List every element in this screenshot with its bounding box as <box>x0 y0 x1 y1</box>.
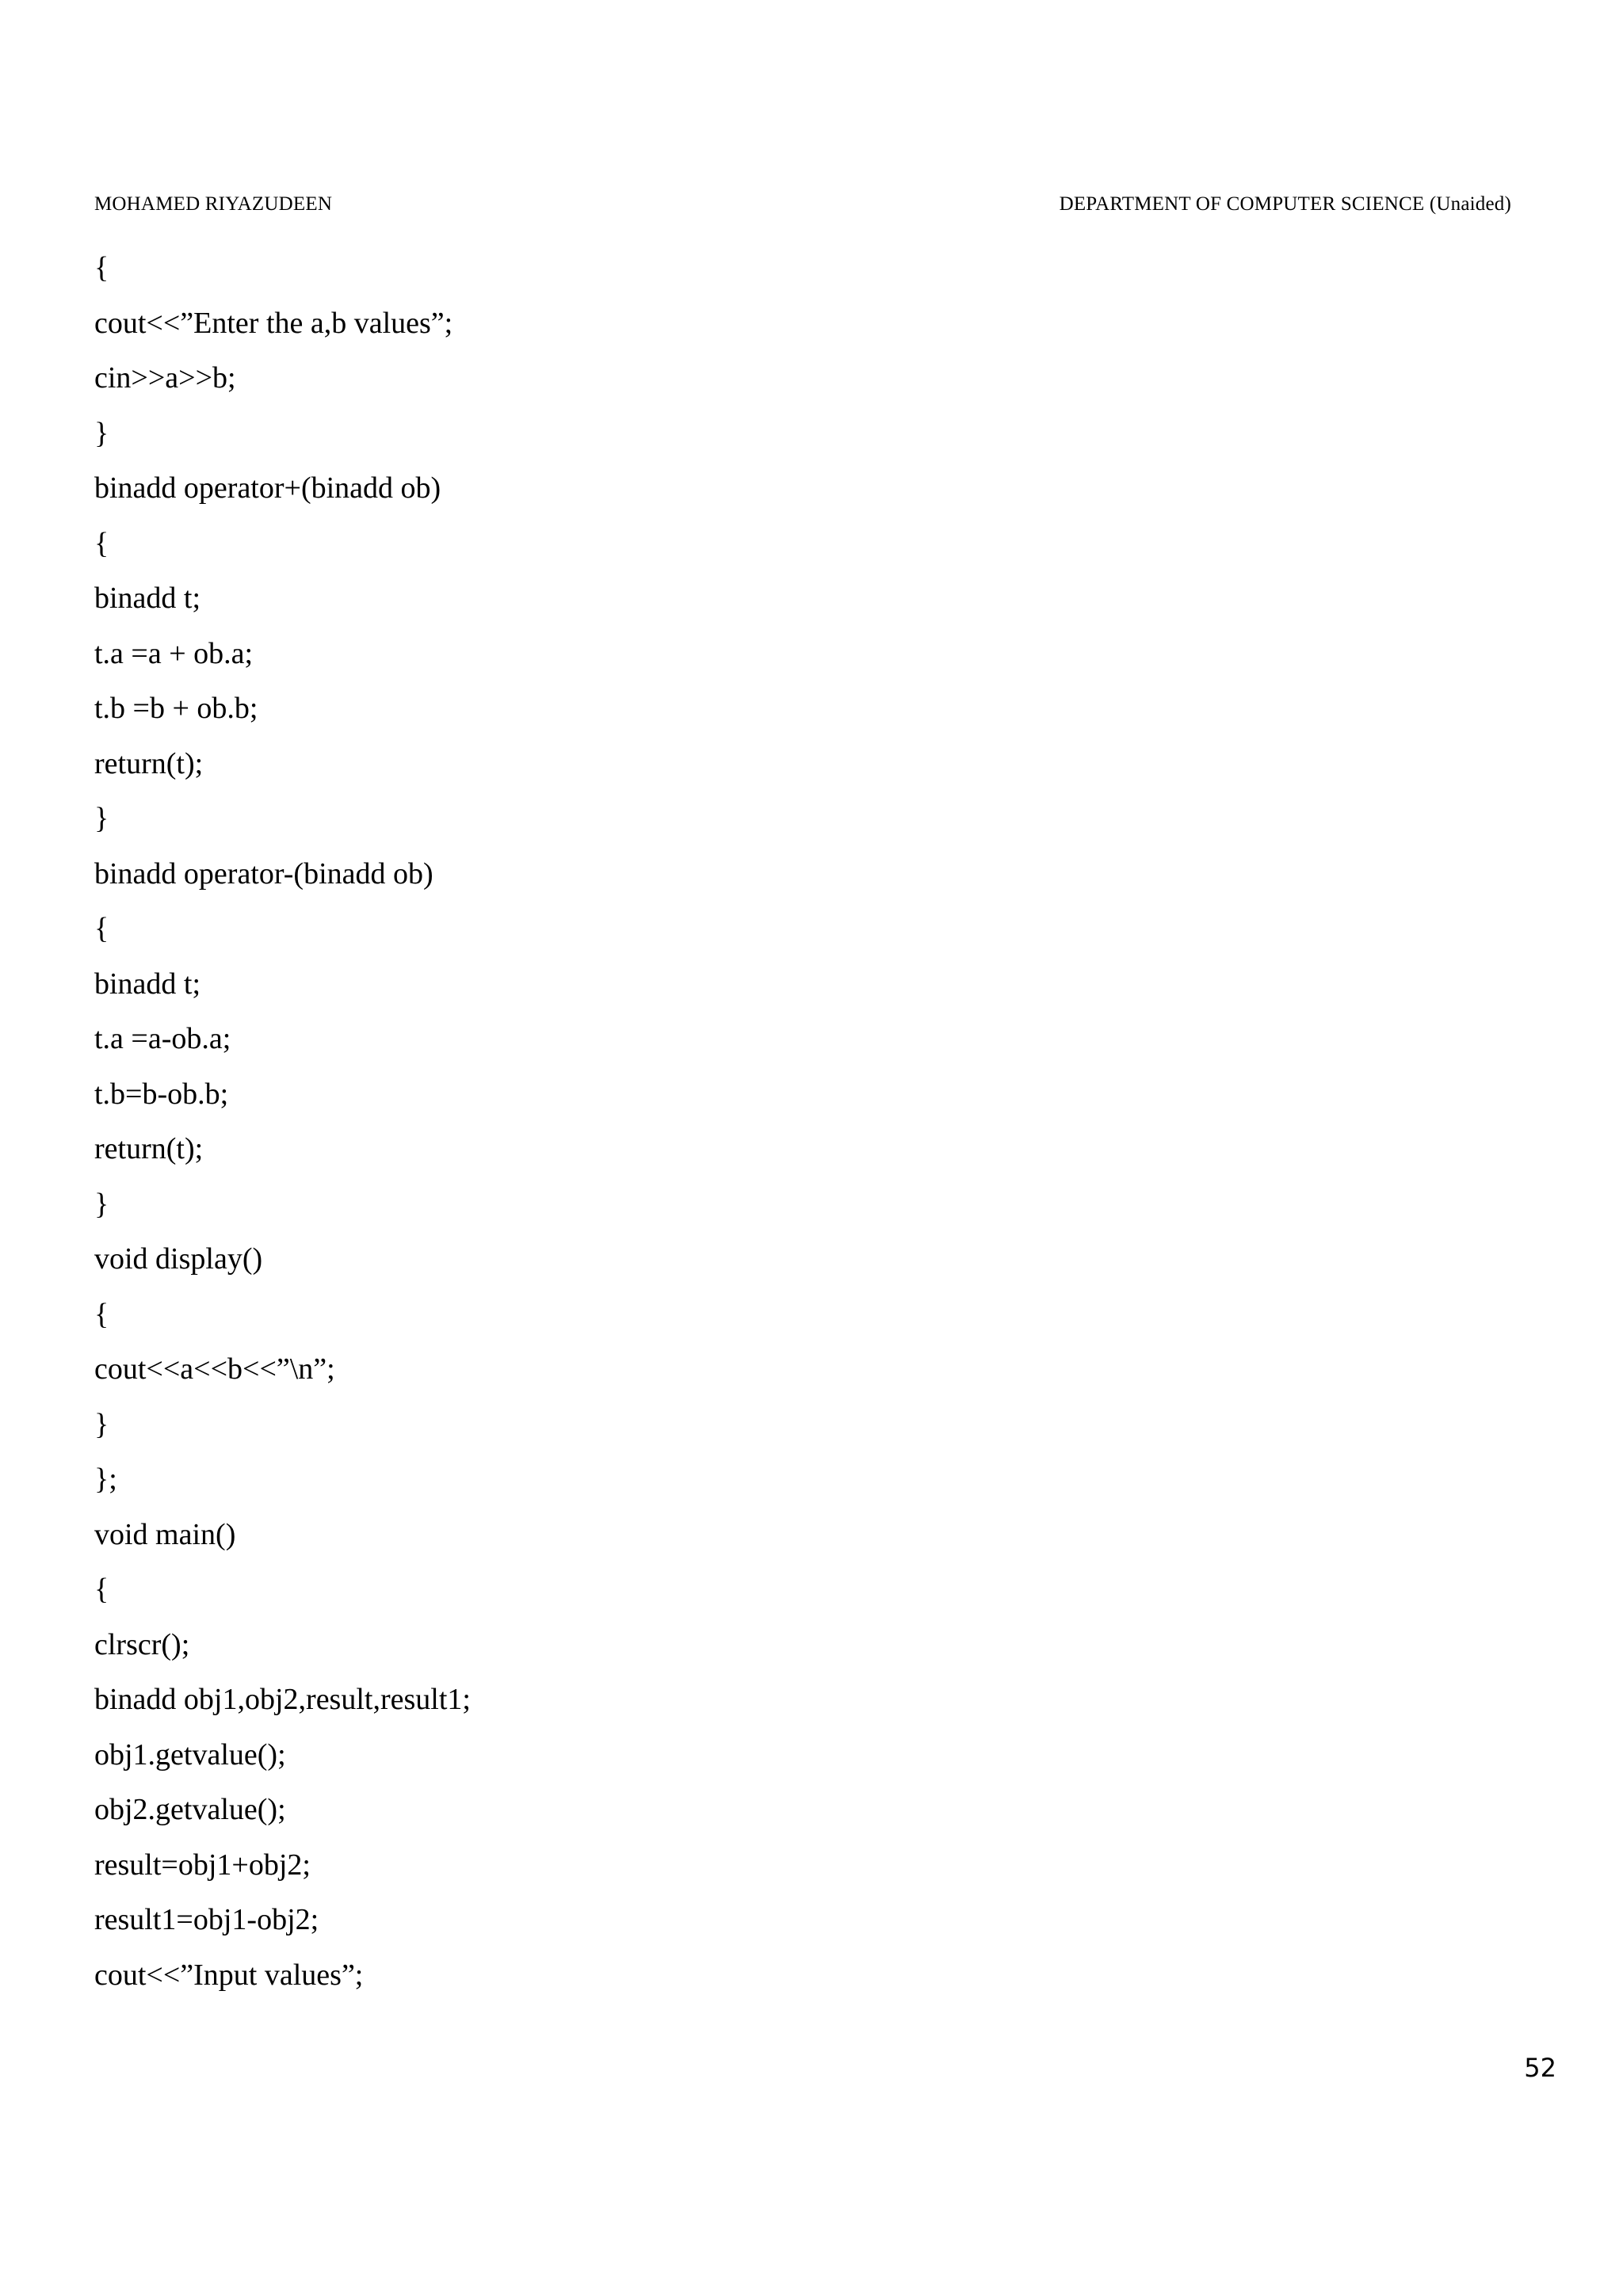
code-line: return(t); <box>94 1132 204 1165</box>
code-line: t.b=b-ob.b; <box>94 1077 229 1111</box>
header-department: DEPARTMENT OF COMPUTER SCIENCE (Unaided) <box>1059 193 1511 215</box>
code-line: } <box>94 1407 109 1441</box>
code-listing <box>94 241 471 2003</box>
code-line: cout<<a<<b<<”\n”; <box>94 1352 335 1386</box>
code-line: binadd operator+(binadd ob) <box>94 471 441 505</box>
code-line: binadd t; <box>94 967 201 1001</box>
code-line: } <box>94 1187 109 1221</box>
code-line: { <box>94 1297 109 1331</box>
code-line: obj2.getvalue(); <box>94 1793 286 1826</box>
code-line: cin>>a>>b; <box>94 361 236 395</box>
code-line: } <box>94 416 109 450</box>
code-line: t.a =a + ob.a; <box>94 636 254 670</box>
code-line: binadd obj1,obj2,result,result1; <box>94 1683 471 1716</box>
page-number: 52 <box>1524 2053 1556 2083</box>
code-line: { <box>94 912 109 945</box>
code-line: return(t); <box>94 746 204 780</box>
code-line: cout<<”Input values”; <box>94 1958 364 1992</box>
code-line: t.a =a-ob.a; <box>94 1022 231 1055</box>
code-line: { <box>94 1573 109 1606</box>
code-line: result=obj1+obj2; <box>94 1848 311 1882</box>
code-line: result1=obj1-obj2; <box>94 1903 319 1936</box>
code-line: binadd t; <box>94 582 201 615</box>
code-line: void main() <box>94 1517 236 1551</box>
code-line: t.b =b + ob.b; <box>94 692 258 725</box>
code-line: cout<<”Enter the a,b values”; <box>94 306 453 340</box>
code-line: { <box>94 251 109 284</box>
code-line: binadd operator-(binadd ob) <box>94 856 433 891</box>
code-line: } <box>94 802 109 835</box>
code-line: { <box>94 526 109 560</box>
code-line: obj1.getvalue(); <box>94 1737 286 1772</box>
code-line: void display() <box>94 1242 263 1276</box>
code-line: }; <box>94 1463 117 1496</box>
code-line: clrscr(); <box>94 1627 190 1661</box>
header-author: MOHAMED RIYAZUDEEN <box>94 193 333 215</box>
